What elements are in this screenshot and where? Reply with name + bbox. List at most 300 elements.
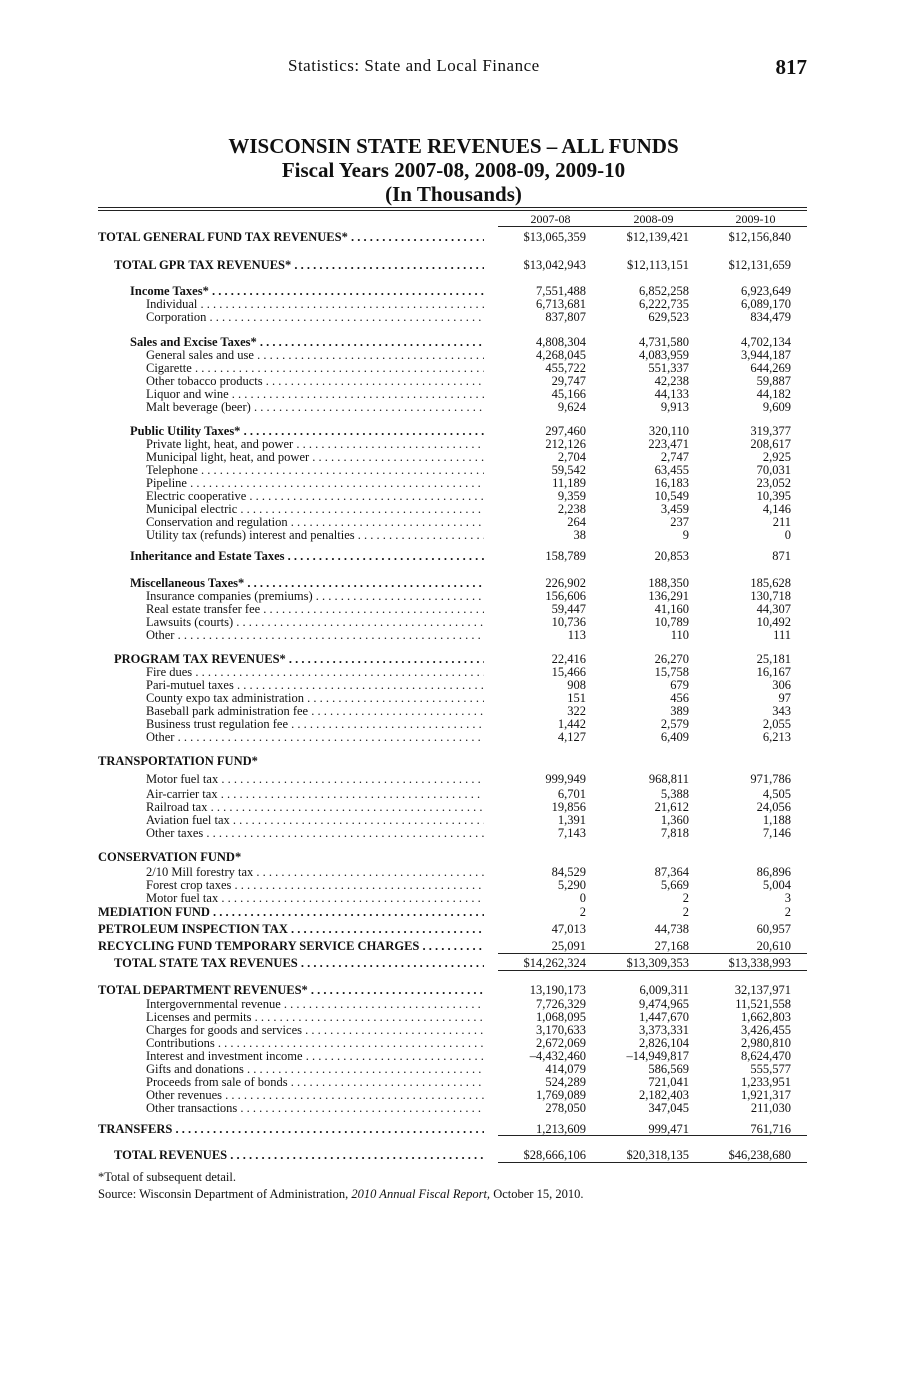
row-label: Other . . . xyxy=(146,629,484,642)
cell-value: 45,166 xyxy=(551,387,586,401)
table-row xyxy=(98,464,807,477)
table-row xyxy=(98,1102,807,1115)
cell-value: 456 xyxy=(670,691,689,705)
row-label: 2/10 Mill forestry tax . . . xyxy=(146,866,484,879)
cell-value: 44,307 xyxy=(756,602,791,616)
row-label: Forest crop taxes . . . xyxy=(146,879,484,892)
cell-value: 63,455 xyxy=(654,463,689,477)
title-line-2: Fiscal Years 2007-08, 2008-09, 2009-10 xyxy=(281,158,626,182)
table-row xyxy=(98,957,807,970)
row-label: Contributions . . . xyxy=(146,1037,484,1050)
title-line-1: WISCONSIN STATE REVENUES – ALL FUNDS xyxy=(228,134,679,158)
cell-value: 6,213 xyxy=(762,730,791,744)
row-label: Sales and Excise Taxes* . . . xyxy=(130,336,484,349)
cell-value: 10,736 xyxy=(551,615,586,629)
cell-value: 9,624 xyxy=(557,400,586,414)
cell-value: 1,068,095 xyxy=(536,1010,586,1024)
cell-value: 24,056 xyxy=(756,800,791,814)
table-row xyxy=(98,718,807,731)
cell-value: $12,139,421 xyxy=(626,230,689,244)
row-label: Aviation fuel tax . . . xyxy=(146,814,484,827)
cell-value: 130,718 xyxy=(750,589,791,603)
row-label: TRANSFERS . . . xyxy=(98,1123,484,1136)
row-label: CONSERVATION FUND* xyxy=(98,851,242,864)
cell-value: 110 xyxy=(670,628,689,642)
cell-value: 586,569 xyxy=(648,1062,689,1076)
cell-value: 524,289 xyxy=(545,1075,586,1089)
cell-value: 3,170,633 xyxy=(536,1023,586,1037)
table-row xyxy=(98,616,807,629)
table-row xyxy=(98,923,807,936)
cell-value: 87,364 xyxy=(654,865,689,879)
cell-value: 19,856 xyxy=(551,800,586,814)
cell-value: 629,523 xyxy=(648,310,689,324)
cell-value: 6,222,735 xyxy=(639,297,689,311)
cell-value: 644,269 xyxy=(750,361,791,375)
row-label: Licenses and permits . . . xyxy=(146,1011,484,1024)
row-label: Gifts and donations . . . xyxy=(146,1063,484,1076)
cell-value: $28,666,106 xyxy=(523,1148,586,1162)
cell-value: 264 xyxy=(567,515,586,529)
cell-value: 4,808,304 xyxy=(536,335,586,349)
cell-value: –4,432,460 xyxy=(529,1049,586,1063)
cell-value: 2,925 xyxy=(762,450,791,464)
row-label: Electric cooperative . . . xyxy=(146,490,484,503)
cell-value: 13,190,173 xyxy=(529,983,586,997)
table-row xyxy=(98,906,807,919)
table-row xyxy=(98,516,807,529)
table-row xyxy=(98,653,807,666)
row-label: Corporation . . . xyxy=(146,311,484,324)
table-row xyxy=(98,866,807,879)
source-title: 2010 Annual Fiscal Report, xyxy=(351,1187,491,1201)
cell-value: 721,041 xyxy=(648,1075,689,1089)
cell-value: 1,233,951 xyxy=(741,1075,791,1089)
row-label: Railroad tax . . . xyxy=(146,801,484,814)
table-row xyxy=(98,755,807,768)
table-row xyxy=(98,451,807,464)
cell-value: 5,388 xyxy=(660,787,689,801)
table-row xyxy=(98,285,807,298)
cell-value: 188,350 xyxy=(648,576,689,590)
cell-value: 7,726,329 xyxy=(536,997,586,1011)
cell-value: 25,091 xyxy=(551,939,586,953)
table-row xyxy=(98,490,807,503)
cell-value: 6,409 xyxy=(660,730,689,744)
cell-value: 2,826,104 xyxy=(639,1036,689,1050)
row-label: Telephone . . . xyxy=(146,464,484,477)
cell-value: 7,818 xyxy=(660,826,689,840)
table-row xyxy=(98,529,807,542)
cell-value: 70,031 xyxy=(756,463,791,477)
cell-value: $13,042,943 xyxy=(523,258,586,272)
cell-value: 0 xyxy=(579,891,586,905)
table-row xyxy=(98,666,807,679)
cell-value: 679 xyxy=(670,678,689,692)
column-header: 2009-10 xyxy=(735,212,776,226)
cell-value: 278,050 xyxy=(545,1101,586,1115)
cell-value: 20,853 xyxy=(654,549,689,563)
row-label: Lawsuits (courts) . . . xyxy=(146,616,484,629)
cell-value: 136,291 xyxy=(648,589,689,603)
cell-value: 113 xyxy=(567,628,586,642)
cell-value: 59,447 xyxy=(551,602,586,616)
cell-value: 44,182 xyxy=(756,387,791,401)
cell-value: 908 xyxy=(567,678,586,692)
cell-value: 5,290 xyxy=(557,878,586,892)
cell-value: 871 xyxy=(772,549,791,563)
cell-value: 1,188 xyxy=(762,813,791,827)
cell-value: 761,716 xyxy=(750,1122,791,1136)
cell-value: 38 xyxy=(573,528,586,542)
cell-value: 9,913 xyxy=(660,400,689,414)
table-row xyxy=(98,1024,807,1037)
table-row xyxy=(98,1011,807,1024)
table-row xyxy=(98,1037,807,1050)
cell-value: 2,672,069 xyxy=(536,1036,586,1050)
table-row xyxy=(98,731,807,744)
table-row xyxy=(98,259,807,272)
header-rule xyxy=(498,226,807,227)
cell-value: 15,466 xyxy=(551,665,586,679)
cell-value: 16,183 xyxy=(654,476,689,490)
cell-value: 4,702,134 xyxy=(741,335,791,349)
table-row xyxy=(98,311,807,324)
table-row xyxy=(98,503,807,516)
row-label: Pipeline . . . xyxy=(146,477,484,490)
table-row xyxy=(98,692,807,705)
table-row xyxy=(98,892,807,905)
table-row xyxy=(98,425,807,438)
cell-value: 208,617 xyxy=(750,437,791,451)
cell-value: 2 xyxy=(682,891,689,905)
cell-value: 551,337 xyxy=(648,361,689,375)
row-label: Business trust regulation fee . . . xyxy=(146,718,484,731)
cell-value: 414,079 xyxy=(545,1062,586,1076)
cell-value: 968,811 xyxy=(648,772,689,786)
cell-value: 0 xyxy=(784,528,791,542)
row-label: Public Utility Taxes* . . . xyxy=(130,425,484,438)
cell-value: $14,262,324 xyxy=(523,956,586,970)
row-label: Miscellaneous Taxes* . . . xyxy=(130,577,484,590)
cell-value: 6,701 xyxy=(557,787,586,801)
table-row xyxy=(98,477,807,490)
cell-value: 834,479 xyxy=(750,310,791,324)
cell-value: 44,133 xyxy=(654,387,689,401)
cell-value: 999,949 xyxy=(545,772,586,786)
cell-value: 5,669 xyxy=(660,878,689,892)
cell-value: 9 xyxy=(682,528,689,542)
cell-value: 16,167 xyxy=(756,665,791,679)
page-number: 817 xyxy=(775,55,807,79)
cell-value: 3,373,331 xyxy=(639,1023,689,1037)
cell-value: 347,045 xyxy=(648,1101,689,1115)
table-row xyxy=(98,1050,807,1063)
footnote: *Total of subsequent detail. xyxy=(98,1170,236,1184)
row-label: Charges for goods and services . . . xyxy=(146,1024,484,1037)
cell-value: $46,238,680 xyxy=(728,1148,791,1162)
cell-value: 151 xyxy=(567,691,586,705)
table-row xyxy=(98,1063,807,1076)
table-row xyxy=(98,984,807,997)
cell-value: 1,447,670 xyxy=(639,1010,689,1024)
cell-value: 27,168 xyxy=(654,939,689,953)
cell-value: 1,442 xyxy=(557,717,586,731)
table-title xyxy=(0,134,907,206)
cell-value: 2 xyxy=(784,905,791,919)
column-header: 2008-09 xyxy=(633,212,674,226)
cell-value: $12,131,659 xyxy=(728,258,791,272)
cell-value: 11,521,558 xyxy=(735,997,791,1011)
cell-value: 84,529 xyxy=(551,865,586,879)
cell-value: $20,318,135 xyxy=(626,1148,689,1162)
cell-value: 1,360 xyxy=(660,813,689,827)
cell-value: 11,189 xyxy=(552,476,586,490)
table-row xyxy=(98,629,807,642)
cell-value: 60,957 xyxy=(756,922,791,936)
row-label: TOTAL GPR TAX REVENUES* . . . xyxy=(114,259,484,272)
cell-value: 4,731,580 xyxy=(639,335,689,349)
cell-value: 29,747 xyxy=(551,374,586,388)
cell-value: 4,268,045 xyxy=(536,348,586,362)
cell-value: $12,156,840 xyxy=(728,230,791,244)
table-row xyxy=(98,879,807,892)
row-label: Individual . . . xyxy=(146,298,484,311)
table-row xyxy=(98,577,807,590)
cell-value: 97 xyxy=(778,691,791,705)
row-label: Municipal electric . . . xyxy=(146,503,484,516)
table-row xyxy=(98,388,807,401)
table-row xyxy=(98,349,807,362)
cell-value: 455,722 xyxy=(545,361,586,375)
table-row xyxy=(98,814,807,827)
row-label: Malt beverage (beer) . . . xyxy=(146,401,484,414)
cell-value: 15,758 xyxy=(654,665,689,679)
cell-value: 297,460 xyxy=(545,424,586,438)
row-label: Other revenues . . . xyxy=(146,1089,484,1102)
cell-value: 156,606 xyxy=(545,589,586,603)
table-row xyxy=(98,1076,807,1089)
row-label: TOTAL GENERAL FUND TAX REVENUES* . . . xyxy=(98,231,484,244)
table-row xyxy=(98,438,807,451)
cell-value: 47,013 xyxy=(551,922,586,936)
table-row xyxy=(98,231,807,244)
cell-value: 226,902 xyxy=(545,576,586,590)
cell-value: $13,338,993 xyxy=(728,956,791,970)
row-label: Motor fuel tax . . . xyxy=(146,773,484,786)
row-label: Income Taxes* . . . xyxy=(130,285,484,298)
row-label: TOTAL STATE TAX REVENUES . . . xyxy=(114,957,484,970)
source-suffix: October 15, 2010. xyxy=(490,1187,584,1201)
cell-value: 237 xyxy=(670,515,689,529)
source-prefix: Source: Wisconsin Department of Administration, xyxy=(98,1187,352,1201)
cell-value: 320,110 xyxy=(648,424,689,438)
cell-value: 3,944,187 xyxy=(741,348,791,362)
cell-value: 59,887 xyxy=(756,374,791,388)
cell-value: 23,052 xyxy=(756,476,791,490)
cell-value: 2 xyxy=(579,905,586,919)
total-rule xyxy=(498,1135,807,1136)
row-label: Insurance companies (premiums) . . . xyxy=(146,590,484,603)
table-row xyxy=(98,375,807,388)
row-label: Fire dues . . . xyxy=(146,666,484,679)
row-label: County expo tax administration . . . xyxy=(146,692,484,705)
cell-value: 8,624,470 xyxy=(741,1049,791,1063)
cell-value: 2 xyxy=(682,905,689,919)
table-row xyxy=(98,336,807,349)
cell-value: 837,807 xyxy=(545,310,586,324)
table-row xyxy=(98,773,807,786)
row-label: RECYCLING FUND TEMPORARY SERVICE CHARGES . . . xyxy=(98,940,484,953)
column-header: 2007-08 xyxy=(530,212,571,226)
cell-value: 6,009,311 xyxy=(639,983,689,997)
cell-value: 2,238 xyxy=(557,502,586,516)
row-label: Intergovernmental revenue . . . xyxy=(146,998,484,1011)
cell-value: 306 xyxy=(772,678,791,692)
cell-value: 4,083,959 xyxy=(639,348,689,362)
cell-value: 5,004 xyxy=(762,878,791,892)
cell-value: 185,628 xyxy=(750,576,791,590)
cell-value: 7,146 xyxy=(762,826,791,840)
row-label: Other transactions . . . xyxy=(146,1102,484,1115)
cell-value: 86,896 xyxy=(756,865,791,879)
cell-value: 3,426,455 xyxy=(741,1023,791,1037)
cell-value: 7,143 xyxy=(557,826,586,840)
row-label: MEDIATION FUND . . . xyxy=(98,906,484,919)
table-row xyxy=(98,998,807,1011)
row-label: Other . . . xyxy=(146,731,484,744)
table-row xyxy=(98,705,807,718)
cell-value: 10,549 xyxy=(654,489,689,503)
table-row xyxy=(98,851,807,864)
cell-value: 32,137,971 xyxy=(734,983,791,997)
row-label: Cigarette . . . xyxy=(146,362,484,375)
cell-value: $13,065,359 xyxy=(523,230,586,244)
row-label: Baseball park administration fee . . . xyxy=(146,705,484,718)
title-line-3: (In Thousands) xyxy=(385,182,522,206)
cell-value: 10,395 xyxy=(756,489,791,503)
cell-value: 1,921,317 xyxy=(741,1088,791,1102)
total-rule xyxy=(498,953,807,954)
cell-value: 2,747 xyxy=(660,450,689,464)
cell-value: $13,309,353 xyxy=(626,956,689,970)
cell-value: 2,055 xyxy=(762,717,791,731)
cell-value: 6,923,649 xyxy=(741,284,791,298)
cell-value: 1,769,089 xyxy=(536,1088,586,1102)
table-row xyxy=(98,940,807,953)
top-rule-1 xyxy=(98,207,807,208)
cell-value: 44,738 xyxy=(654,922,689,936)
cell-value: 343 xyxy=(772,704,791,718)
cell-value: 9,474,965 xyxy=(639,997,689,1011)
cell-value: 10,789 xyxy=(654,615,689,629)
cell-value: 2,182,403 xyxy=(639,1088,689,1102)
table-row xyxy=(98,401,807,414)
cell-value: 389 xyxy=(670,704,689,718)
cell-value: 20,610 xyxy=(756,939,791,953)
row-label: Private light, heat, and power . . . xyxy=(146,438,484,451)
row-label: TOTAL DEPARTMENT REVENUES* . . . xyxy=(98,984,484,997)
row-label: TOTAL REVENUES . . . xyxy=(114,1149,484,1162)
cell-value: 4,146 xyxy=(762,502,791,516)
table-row xyxy=(98,788,807,801)
cell-value: 999,471 xyxy=(648,1122,689,1136)
table-row xyxy=(98,603,807,616)
row-label: Real estate transfer fee . . . xyxy=(146,603,484,616)
row-label: TRANSPORTATION FUND* xyxy=(98,755,258,768)
running-header: Statistics: State and Local Finance xyxy=(288,56,540,75)
cell-value: 3,459 xyxy=(660,502,689,516)
table-row xyxy=(98,1149,807,1162)
cell-value: $12,113,151 xyxy=(626,258,689,272)
table-row xyxy=(98,298,807,311)
cell-value: 3 xyxy=(784,891,791,905)
table-row xyxy=(98,827,807,840)
top-rule-2 xyxy=(98,210,807,211)
cell-value: 9,359 xyxy=(557,489,586,503)
row-label: Interest and investment income . . . xyxy=(146,1050,484,1063)
cell-value: 1,662,803 xyxy=(741,1010,791,1024)
row-label: Inheritance and Estate Taxes . . . xyxy=(130,550,484,563)
cell-value: 211,030 xyxy=(750,1101,791,1115)
row-label: Municipal light, heat, and power . . . xyxy=(146,451,484,464)
source-note xyxy=(98,1187,583,1202)
cell-value: 6,089,170 xyxy=(741,297,791,311)
cell-value: 2,980,810 xyxy=(741,1036,791,1050)
cell-value: 4,127 xyxy=(557,730,586,744)
cell-value: 25,181 xyxy=(756,652,791,666)
cell-value: 26,270 xyxy=(654,652,689,666)
total-rule xyxy=(498,1162,807,1163)
cell-value: 319,377 xyxy=(750,424,791,438)
cell-value: 223,471 xyxy=(648,437,689,451)
cell-value: 1,391 xyxy=(557,813,586,827)
cell-value: 7,551,488 xyxy=(536,284,586,298)
cell-value: 555,577 xyxy=(750,1062,791,1076)
row-label: Utility tax (refunds) interest and penalties . . . xyxy=(146,529,484,542)
row-label: PROGRAM TAX REVENUES* . . . xyxy=(114,653,484,666)
row-label: Conservation and regulation . . . xyxy=(146,516,484,529)
cell-value: 211 xyxy=(772,515,791,529)
cell-value: 10,492 xyxy=(756,615,791,629)
table-row xyxy=(98,590,807,603)
row-label: Other taxes . . . xyxy=(146,827,484,840)
cell-value: 158,789 xyxy=(545,549,586,563)
row-label: Motor fuel tax . . . xyxy=(146,892,484,905)
cell-value: 9,609 xyxy=(762,400,791,414)
row-label: Air-carrier tax . . . xyxy=(146,788,484,801)
row-label: Other tobacco products . . . xyxy=(146,375,484,388)
table-row xyxy=(98,1089,807,1102)
row-label: Liquor and wine . . . xyxy=(146,388,484,401)
cell-value: 6,852,258 xyxy=(639,284,689,298)
cell-value: 111 xyxy=(773,628,791,642)
cell-value: 1,213,609 xyxy=(536,1122,586,1136)
cell-value: –14,949,817 xyxy=(626,1049,689,1063)
cell-value: 322 xyxy=(567,704,586,718)
row-label: Proceeds from sale of bonds . . . xyxy=(146,1076,484,1089)
cell-value: 6,713,681 xyxy=(536,297,586,311)
cell-value: 22,416 xyxy=(551,652,586,666)
table-row xyxy=(98,362,807,375)
cell-value: 4,505 xyxy=(762,787,791,801)
row-label: General sales and use . . . xyxy=(146,349,484,362)
cell-value: 41,160 xyxy=(654,602,689,616)
cell-value: 212,126 xyxy=(545,437,586,451)
cell-value: 59,542 xyxy=(551,463,586,477)
table-row xyxy=(98,679,807,692)
cell-value: 2,704 xyxy=(557,450,586,464)
